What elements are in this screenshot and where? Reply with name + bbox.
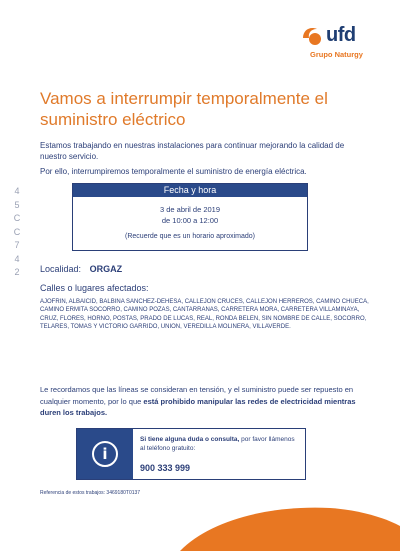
notice-title: Vamos a interrumpir temporalmente el suministro eléctrico: [40, 89, 328, 129]
intro-paragraph: Estamos trabajando en nuestras instalaciones para continuar mejorando la calidad de nuestro servicio.: [40, 141, 345, 161]
logo-name: ufd: [326, 24, 356, 46]
locality-value: ORGAZ: [89, 264, 123, 274]
schedule-time: de 10:00 a 12:00: [161, 216, 219, 225]
side-code-char: 2: [14, 267, 20, 277]
logo-subtitle: Grupo Naturgy: [310, 50, 363, 59]
warning-bold-text: está prohibido manipular las redes de electricidad mientras duren los trabajos.: [40, 396, 356, 417]
side-code-char: 5: [14, 199, 20, 210]
side-code-char: C: [13, 226, 21, 237]
contact-normal-text: por favor llámenos al teléfono gratuito:: [140, 436, 295, 452]
streets-header: Calles o lugares afectados:: [40, 283, 149, 293]
interruption-paragraph: Por ello, interrumpiremos temporalmente el suministro de energía eléctrica.: [40, 167, 307, 176]
contact-bold-text: Si tiene alguna duda o consulta,: [140, 436, 240, 443]
schedule-date: 3 de abril de 2019: [159, 205, 221, 214]
contact-phone: 900 333 999: [140, 463, 191, 473]
warning-text: Le recordamos que las líneas se consideran en tensión, y el suministro puede ser repuesto en cualquier momento, por lo que: [40, 385, 354, 406]
side-code-char: 4: [14, 186, 20, 196]
side-code-char: C: [13, 213, 21, 223]
side-code-char: 4: [14, 253, 20, 264]
info-icon: i: [92, 441, 118, 467]
locality-label: Localidad:: [40, 264, 82, 274]
side-code-char: 7: [14, 240, 20, 250]
schedule-header: Fecha y hora: [73, 184, 307, 197]
work-reference: Referencia de estos trabajos: 3469180T0137: [40, 490, 141, 496]
schedule-note: (Recuerde que es un horario aproximado): [125, 233, 255, 240]
affected-streets: AJOFRIN, ALBAICID, BALBINA SANCHEZ-DEHESA, CALLEJON CRUCES, CALLEJON HERREROS, CAMINO CHUECA, CAMINO ERMITA SOCORRO, CAMINO POZAS, CANTARRANAS, CARRETERA MORA, CARRETERA VILLAMINAYA, CRUZ, FLORES, HORNO, POSTAS, PRADO DE LUCAS, REAL, RONDA BELEN, SIN NOMBRE DE CALLE, SOCORRO, TELARES, TOMAS Y VICTORIO GARRIDO, UNION, VEREDILLA MOLINERA, VILLAVERDE.: [40, 299, 369, 331]
